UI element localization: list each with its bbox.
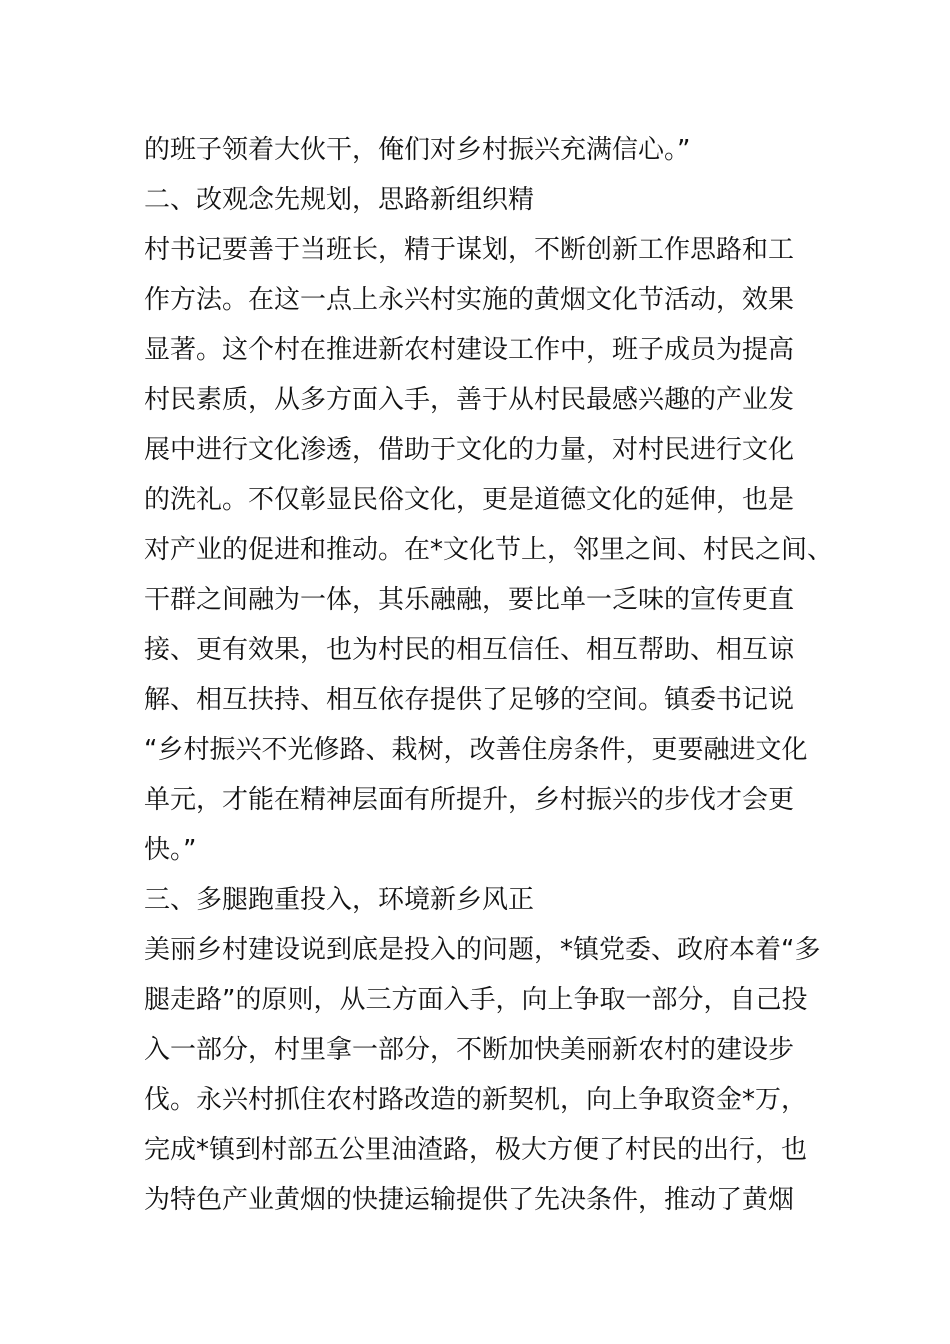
text-line: 解、相互扶持、相互依存提供了足够的空间。镇委书记说 — [144, 685, 795, 715]
text-line: 接、更有效果，也为村民的相互信任、相互帮助、相互谅 — [144, 635, 795, 665]
text-line: 入一部分，村里拿一部分，不断加快美丽新农村的建设步 — [144, 1035, 795, 1065]
text-line: 显著。这个村在推进新农村建设工作中，班子成员为提高 — [144, 335, 795, 365]
section-heading: 三、多腿跑重投入，环境新乡风正 — [144, 885, 535, 915]
text-line: 的班子领着大伙干，俺们对乡村振兴充满信心。” — [144, 135, 691, 165]
text-line: 的洗礼。不仅彰显民俗文化，更是道德文化的延伸，也是 — [144, 485, 795, 515]
text-line: 为特色产业黄烟的快捷运输提供了先决条件，推动了黄烟 — [144, 1185, 795, 1215]
text-line: “乡村振兴不光修路、栽树，改善住房条件，更要融进文化 — [144, 735, 808, 765]
document-body — [144, 125, 834, 1225]
text-line: 对产业的促进和推动。在*文化节上，邻里之间、村民之间、 — [144, 535, 834, 565]
text-line: 村民素质，从多方面入手，善于从村民最感兴趣的产业发 — [144, 385, 795, 415]
text-line: 村书记要善于当班长，精于谋划，不断创新工作思路和工 — [144, 235, 795, 265]
text-line: 快。” — [144, 835, 197, 865]
text-line: 腿走路”的原则，从三方面入手，向上争取一部分，自己投 — [144, 985, 808, 1015]
text-line: 美丽乡村建设说到底是投入的问题，*镇党委、政府本着“多 — [144, 935, 821, 965]
text-line: 展中进行文化渗透，借助于文化的力量，对村民进行文化 — [144, 435, 795, 465]
text-line: 完成*镇到村部五公里油渣路，极大方便了村民的出行，也 — [144, 1135, 808, 1165]
text-line: 干群之间融为一体，其乐融融，要比单一乏味的宣传更直 — [144, 585, 795, 615]
text-line: 单元，才能在精神层面有所提升，乡村振兴的步伐才会更 — [144, 785, 795, 815]
text-line: 作方法。在这一点上永兴村实施的黄烟文化节活动，效果 — [144, 285, 795, 315]
section-heading: 二、改观念先规划，思路新组织精 — [144, 185, 535, 215]
text-line: 伐。永兴村抓住农村路改造的新契机，向上争取资金*万， — [144, 1085, 808, 1115]
